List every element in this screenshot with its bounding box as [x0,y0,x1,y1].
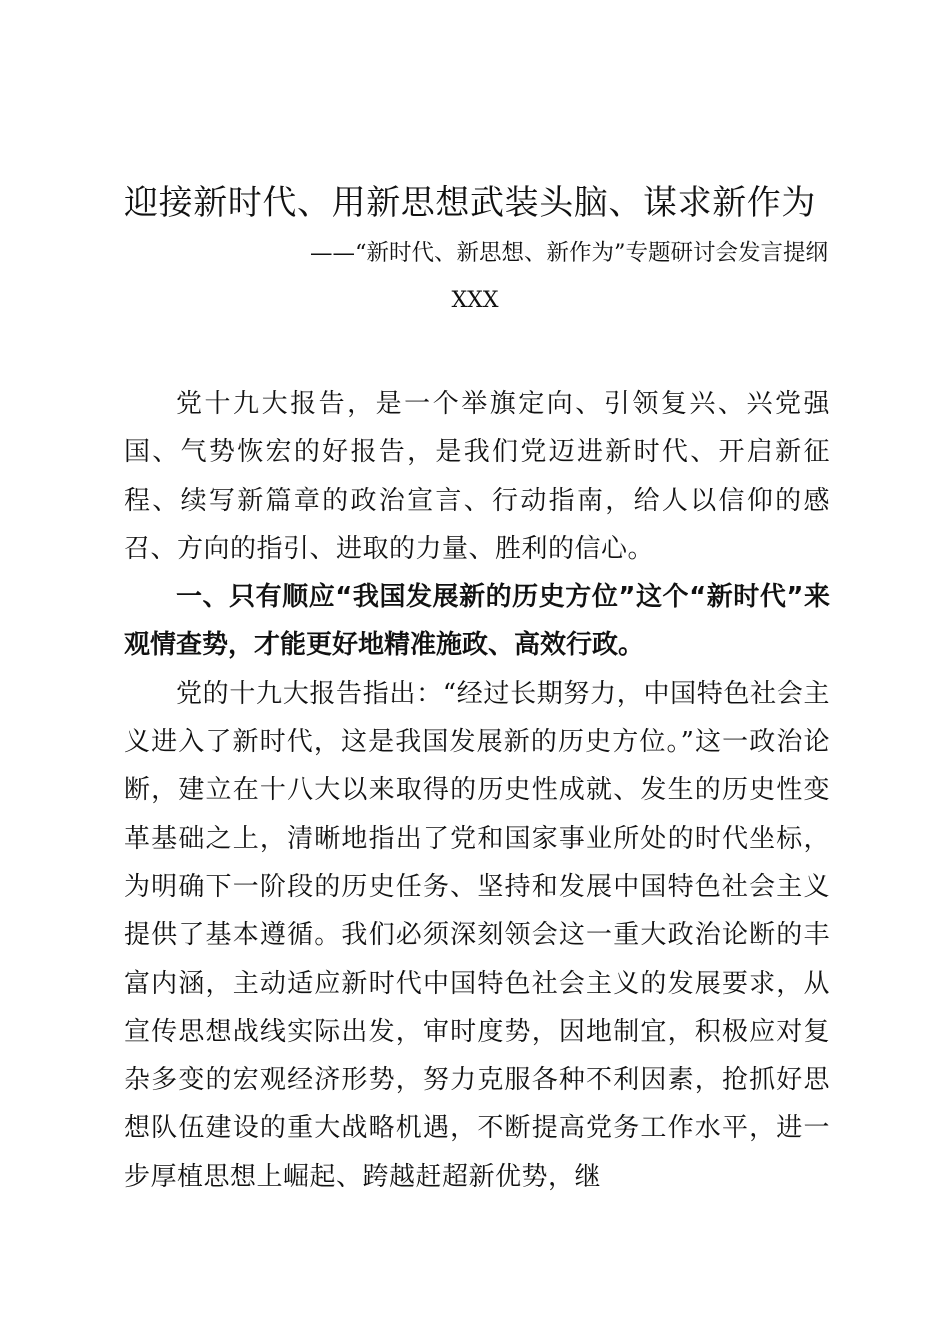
document-author: XXX [451,288,499,313]
section-heading-1: 一、只有顺应“我国发展新的历史方位”这个“新时代”来观情查势，才能更好地精准施政、高效行政。 [124,582,830,661]
document-subtitle: ——“新时代、新思想、新作为”专题研讨会发言提纲 [309,240,828,266]
document-title: 迎接新时代、用新思想武装头脑、谋求新作为 [124,183,816,223]
section-1-paragraph: 党的十九大报告指出：“经过长期努力，中国特色社会主义进入了新时代，这是我国发展新的历史方位。”这一政治论断，建立在十八大以来取得的历史性成就、发生的历史性变革基础之上，清晰地指出了党和国家事业所处的时代坐标，为明确下一阶段的历史任务、坚持和发展中国特色社会主义提供了基本遵循。我们必须深刻领会这一重大政治论断的丰富内涵，主动适应新时代中国特色社会主义的发展要求，从宣传思想战线实际出发，审时度势，因地制宜，积极应对复杂多变的宏观经济形势，努力克服各种不利因素，抢抓好思想队伍建设的重大战略机遇，不断提高党务工作水平，进一步厚植思想上崛起、跨越赶超新优势，继 [124,678,830,1192]
intro-paragraph: 党十九大报告，是一个举旗定向、引领复兴、兴党强国、气势恢宏的好报告，是我们党迈进新时代、开启新征程、续写新篇章的政治宣言、行动指南，给人以信仰的感召、方向的指引、进取的力量、胜利的信心。 [124,389,830,564]
document-body [124,380,830,1201]
